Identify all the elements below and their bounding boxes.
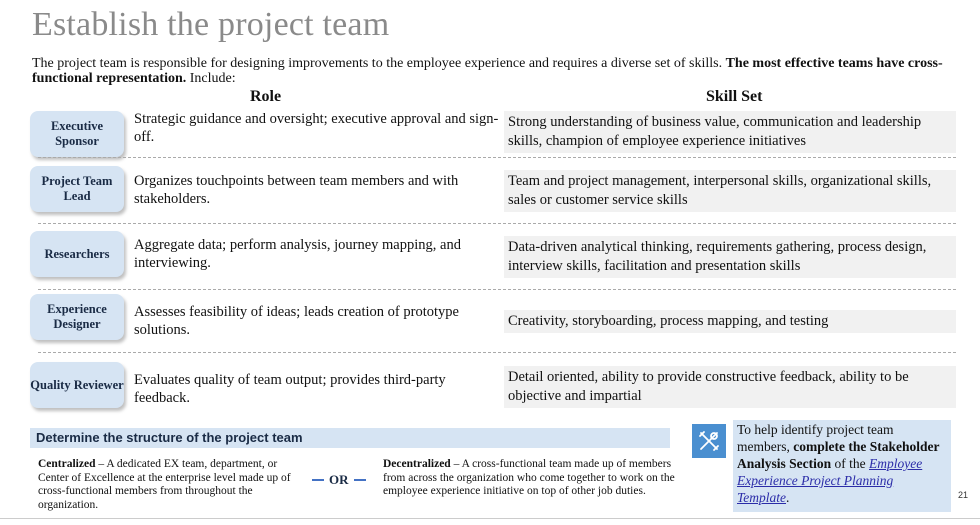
role-badge: Executive Sponsor xyxy=(30,111,124,157)
or-label: OR xyxy=(329,472,349,487)
role-description: Organizes touchpoints between team members and with stakeholders. xyxy=(134,173,459,207)
skill-set: Data-driven analytical thinking, requirements gathering, process design, interview skills, facilitation and presentation skills xyxy=(504,236,956,278)
row-divider xyxy=(38,352,956,353)
help-bold: complete the Stakeholder Analysis Section xyxy=(737,439,940,471)
page-title: Establish the project team xyxy=(32,6,390,43)
help-callout xyxy=(733,420,951,512)
dash-left xyxy=(312,479,324,481)
decentralized-label: Decentralized xyxy=(383,458,451,470)
skill-set: Detail oriented, ability to provide constructive feedback, ability to be objective and impartial xyxy=(504,366,956,408)
help-text-2: of the xyxy=(831,456,870,471)
role-badge: Researchers xyxy=(30,231,124,277)
tools-icon xyxy=(692,424,726,458)
role-description: Evaluates quality of team output; provides third-party feedback. xyxy=(134,372,446,406)
footer-divider xyxy=(0,518,980,519)
help-text-1: To help identify project team members, xyxy=(737,422,894,454)
team-row-experience-designer xyxy=(30,292,956,354)
role-badge: Experience Designer xyxy=(30,294,124,340)
skill-set: Strong understanding of business value, communication and leadership skills, champion of employee experience initiatives xyxy=(504,111,956,153)
team-row-researchers xyxy=(30,228,956,290)
centralized-label: Centralized xyxy=(38,458,96,470)
decentralized-description xyxy=(383,458,675,499)
centralized-text: – A dedicated EX team, department, or Center of Excellence at the enterprise level made up of cross-functional members from throughout the organization. xyxy=(38,458,291,511)
team-row-project-team-lead xyxy=(30,162,956,224)
row-divider xyxy=(38,223,956,224)
intro-include: Include: xyxy=(186,71,236,86)
skill-set: Team and project management, interpersonal skills, organizational skills, sales or customer service skills xyxy=(504,170,956,212)
row-divider xyxy=(38,157,956,158)
team-row-quality-reviewer xyxy=(30,358,956,420)
skill-set: Creativity, storyboarding, process mapping, and testing xyxy=(504,310,956,333)
structure-heading: Determine the structure of the project team xyxy=(30,428,670,448)
page-number: 21 xyxy=(958,490,969,500)
intro-paragraph xyxy=(32,56,957,86)
role-column-header: Role xyxy=(250,88,282,105)
centralized-description xyxy=(38,458,310,512)
intro-text: The project team is responsible for designing improvements to the employee experience and requires a diverse set of skills. xyxy=(32,56,726,71)
role-description: Strategic guidance and oversight; executive approval and sign-off. xyxy=(134,111,499,145)
decentralized-text: – A cross-functional team made up of members from across the organization who come together to work on the employee experience initiative on top of other job duties. xyxy=(383,458,675,498)
help-text-3: . xyxy=(786,490,790,505)
template-link[interactable]: Employee Experience Project Planning Template xyxy=(737,456,923,505)
role-badge: Project Team Lead xyxy=(30,166,124,212)
role-description: Assesses feasibility of ideas; leads creation of prototype solutions. xyxy=(134,304,459,338)
row-divider xyxy=(38,289,956,290)
dash-right xyxy=(354,479,366,481)
skill-column-header: Skill Set xyxy=(706,88,763,105)
role-badge: Quality Reviewer xyxy=(30,362,124,408)
role-description: Aggregate data; perform analysis, journey mapping, and interviewing. xyxy=(134,237,461,271)
intro-bold: The most effective teams have cross-functional representation. xyxy=(32,56,943,86)
or-separator xyxy=(312,472,366,488)
